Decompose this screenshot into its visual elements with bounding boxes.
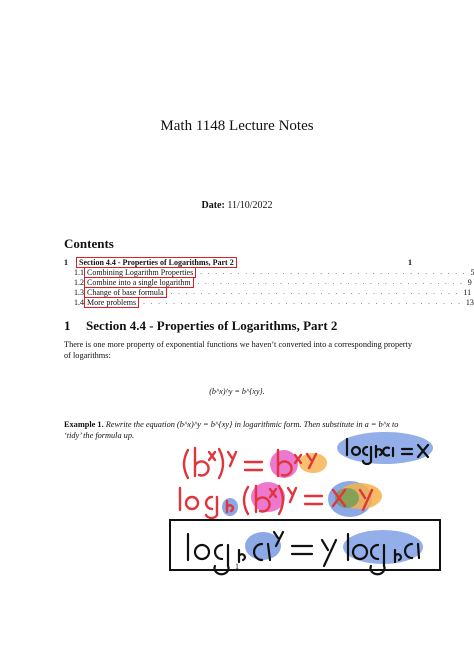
toc-page: 9 — [467, 277, 472, 287]
display-formula: (b^x)^y = b^{xy}. — [209, 387, 265, 396]
section-title: Section 4.4 - Properties of Logarithms, Part 2 — [86, 318, 338, 333]
highlight-orange-xy — [299, 453, 327, 473]
toc-number: 1.2 — [74, 277, 84, 287]
highlight-pink-b — [270, 450, 298, 478]
toc-number: 1.1 — [74, 267, 84, 277]
handwritten-line-1 — [184, 448, 316, 478]
toc-link[interactable]: Section 4.4 - Properties of Logarithms, Part 2 — [76, 257, 237, 268]
toc-leader: . . . . . . . . . . . . . . . . . . . . . . . . . . . . . . . . . . . . . . . . . . . — [143, 298, 462, 306]
toc-page: 13 — [465, 297, 474, 307]
toc-number: 1.4 — [74, 297, 84, 307]
intro-paragraph: There is one more property of exponential functions we haven’t converted into a corresponding property of logarithms: — [64, 340, 412, 360]
toc-link[interactable]: Combine into a single logarithm — [84, 277, 194, 288]
date-value: 11/10/2022 — [227, 200, 273, 211]
toc-page: 1 — [408, 257, 412, 267]
example-text: Rewrite the equation (b^x)^y = b^{xy} in logarithmic form. Then substitute in a = b^x to ‘tidy’ the formula up. — [64, 420, 399, 440]
toc-number: 1 — [64, 257, 68, 267]
toc-number: 1.3 — [74, 287, 84, 297]
toc-link[interactable]: Combining Logarithm Properties — [84, 267, 196, 278]
toc-link[interactable]: More problems — [84, 297, 139, 308]
toc-link[interactable]: Change of base formula — [84, 287, 167, 298]
toc-page: 11 — [463, 287, 472, 297]
toc-leader: . . . . . . . . . . . . . . . . . . . . . . . . . . . . . . . . . . . . — [197, 278, 464, 286]
document-title: Math 1148 Lecture Notes — [160, 118, 314, 134]
page-number: 1 — [235, 562, 239, 571]
toc-leader: . . . . . . . . . . . . . . . . . . . . . . . . . . . . . . . . . . . . — [200, 268, 467, 276]
example-label: Example 1. — [64, 420, 104, 429]
contents-heading: Contents — [64, 236, 114, 251]
section-number: 1 — [64, 318, 71, 333]
toc-page: 5 — [470, 267, 474, 277]
toc-leader: . . . . . . . . . . . . . . . . . . . . . . . . . . . . . . . . . . . . . . . — [170, 288, 460, 296]
highlight-blue-base — [222, 498, 238, 516]
date-label: Date: — [201, 200, 225, 211]
